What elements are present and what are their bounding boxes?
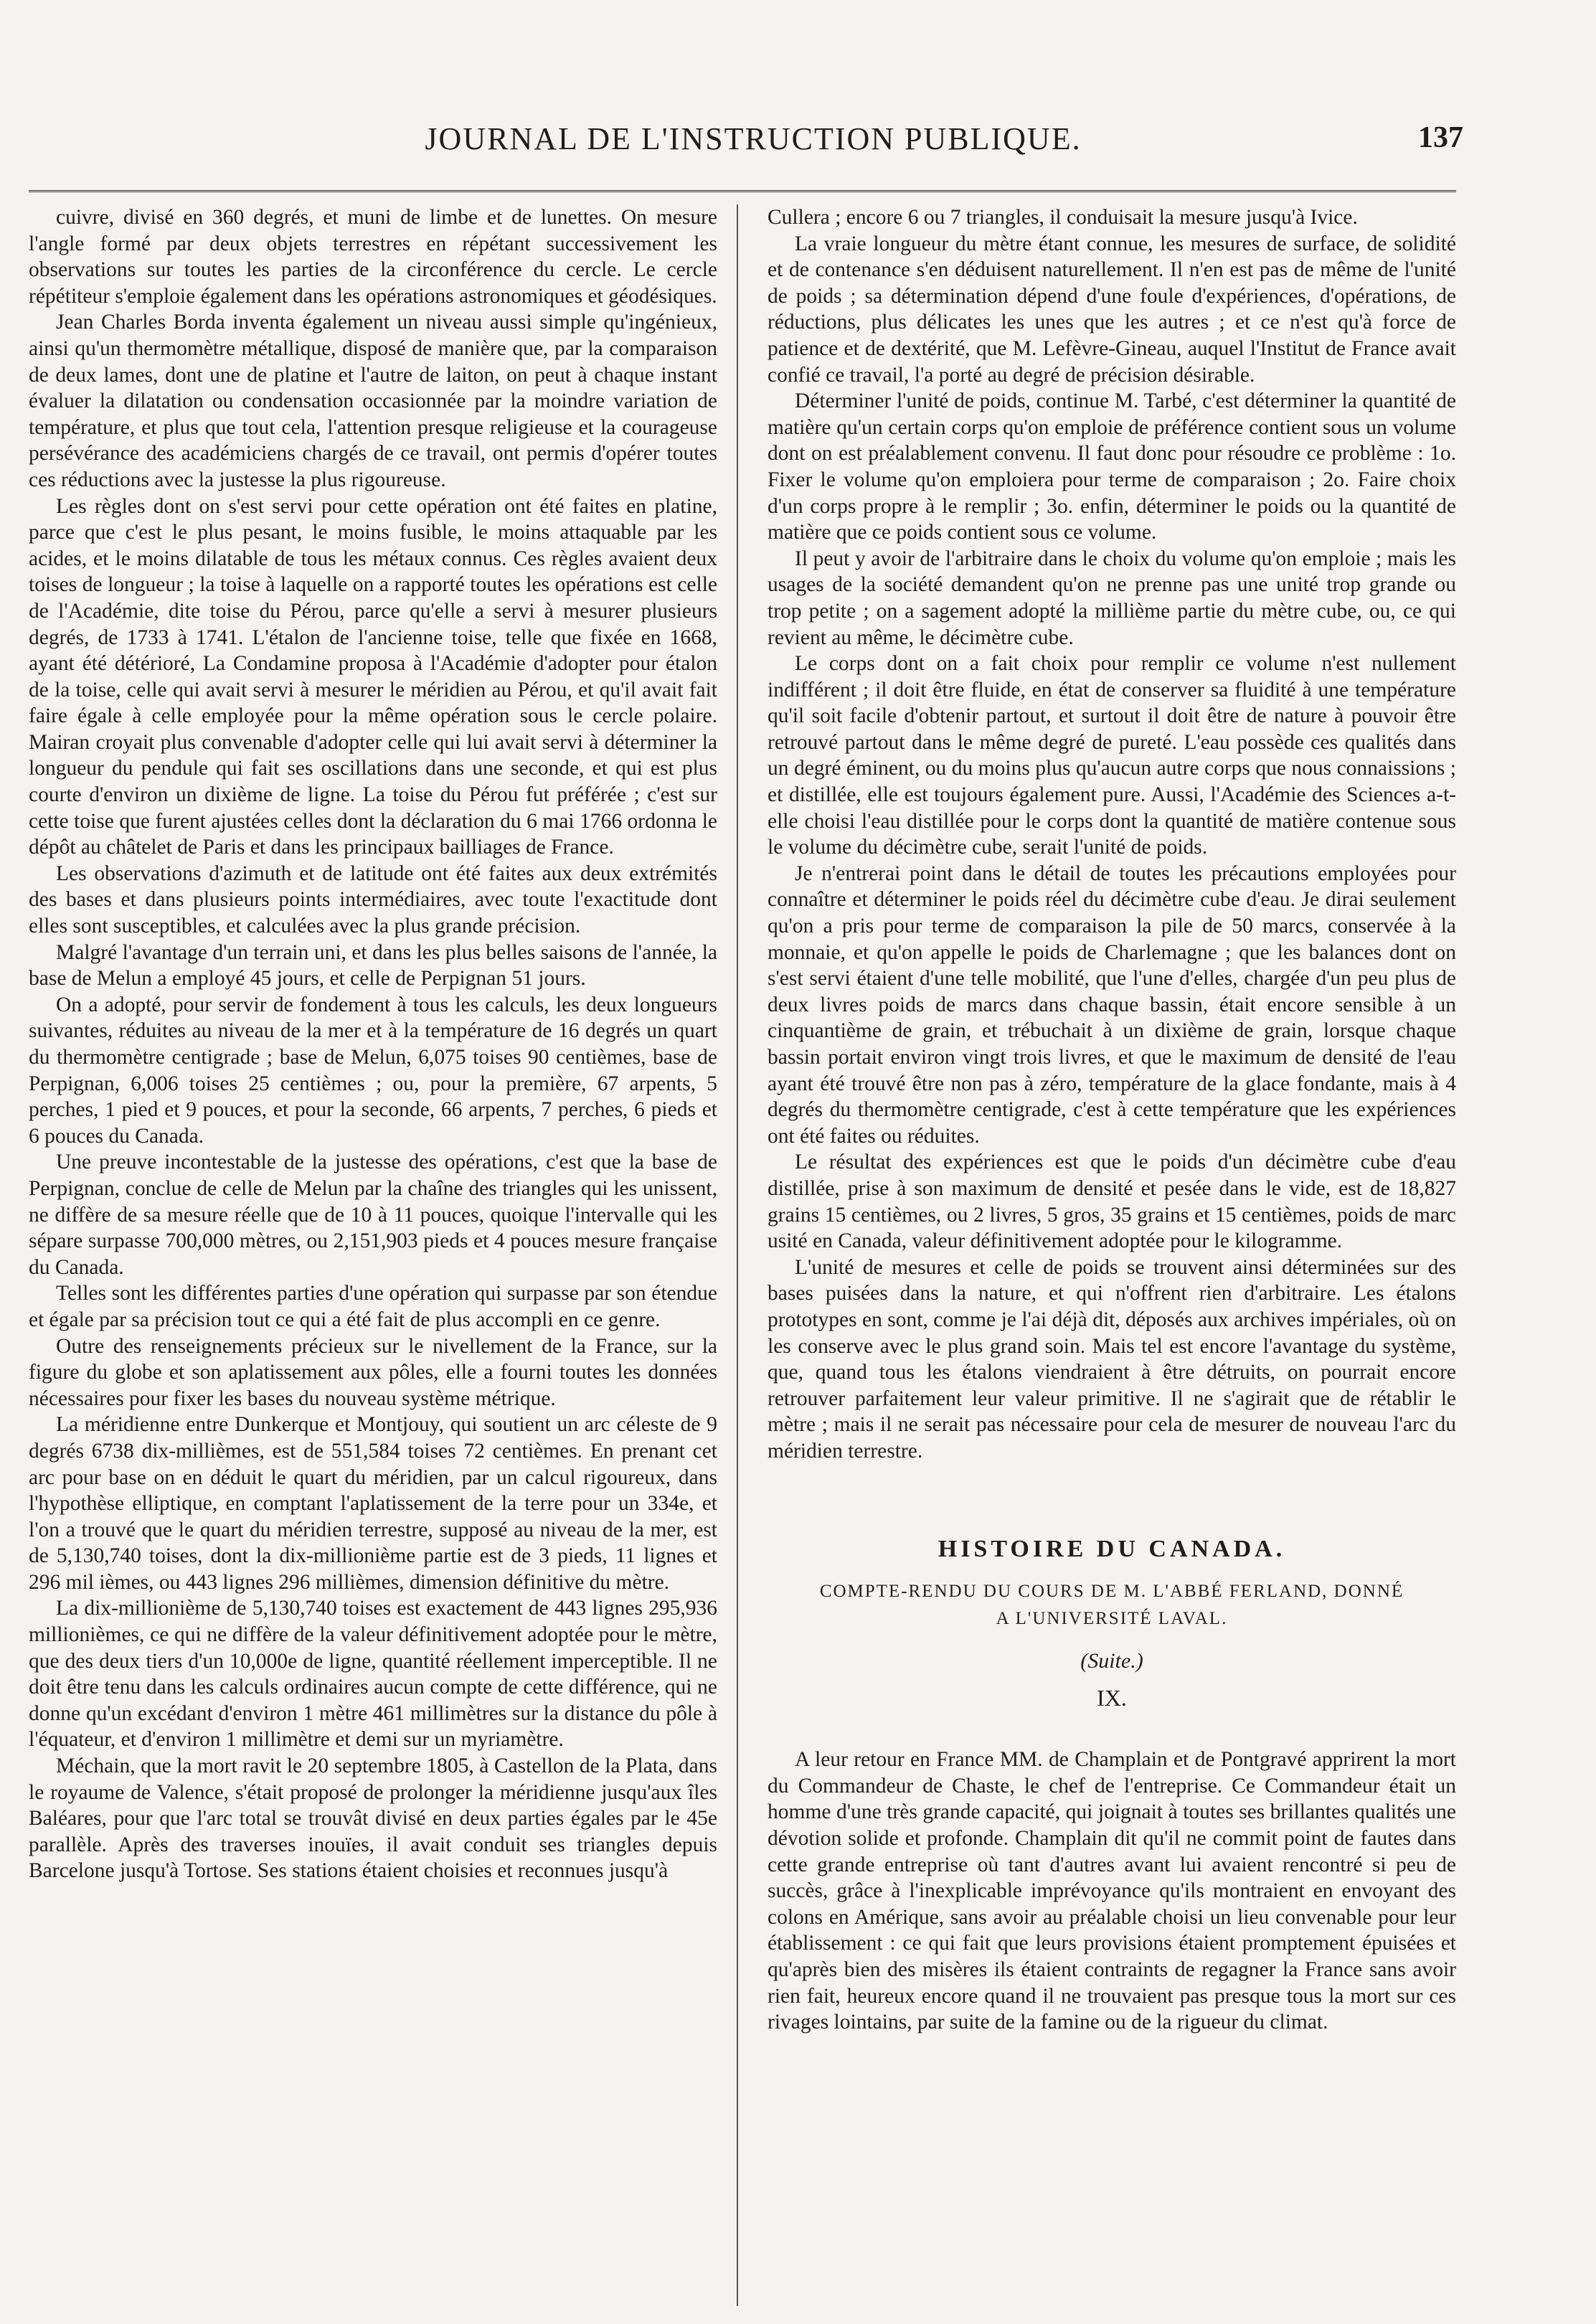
paragraph: La vraie longueur du mètre étant connue, les mesures de surface, de solidité et de contenance s'en déduisent naturellement. Il n'en est pas de même de l'unité de poids ; sa détermination dépend d'une foule d'expériences, d'opérations, de réductions, plus délicates les unes que les autres ; et ce n'est qu'à force de patience et de dextérité, que M. Lefèvre-Gineau, auquel l'Institut de France avait confié ce travail, l'a porté au degré de précision désirable. xyxy=(768,232,1456,387)
section-note: (Suite.) xyxy=(1080,1649,1143,1673)
page-header xyxy=(43,115,1463,172)
section-subtitle xyxy=(768,1578,1456,1633)
paragraph: Déterminer l'unité de poids, continue M. Tarbé, c'est déterminer la quantité de matière qu'un certain corps qu'on emploie de préférence contient sous un volume dont on est préalablement convenu. Il faut donc pour résoudre ce problème : 1o. Fixer le volume qu'on emploiera pour terme de comparaison ; 2o. Faire choix d'un corps propre à le remplir ; 3o. enfin, déterminer le poids ou la quantité de matière que ce poids contient sous ce volume. xyxy=(768,389,1456,544)
section-subtitle-line: A L'UNIVERSITÉ LAVAL. xyxy=(996,1609,1228,1629)
paragraph: A leur retour en France MM. de Champlain et de Pontgravé apprirent la mort du Commandeur de Chaste, le chef de l'entreprise. Ce Commandeur était un homme d'une très grande capacité, qui joignait à toutes ses brillantes qualités une dévotion solide et profonde. Champlain dit qu'il ne commit point de fautes dans cette grande entreprise où tant d'autres avant lui avaient rencontré si peu de succès, grâce à l'inexplicable imprévoyance qu'ils montraient en envoyant des colons en Amérique, sans avoir au préalable choisi un lieu convenable pour leur établissement : ce qui fait que leurs provisions étaient promptement épuisées et qu'après bien des misères ils étaient contraints de regagner la France sans avoir rien fait, heureux encore quand il ne trouvaient pas presque tous la mort sur ces rivages lointains, par suite de la famine ou de la rigueur du climat. xyxy=(768,1748,1456,2034)
paragraph: Malgré l'avantage d'un terrain uni, et dans les plus belles saisons de l'année, la base de Melun a employé 45 jours, et celle de Perpignan 51 jours. xyxy=(29,940,717,991)
right-column xyxy=(768,204,1456,2036)
paragraph: Outre des renseignements précieux sur le nivellement de la France, sur la figure du globe et son aplatissement aux pôles, elle a fourni toutes les données nécessaires pour fixer les bases du nouveau système métrique. xyxy=(29,1334,717,1410)
left-column xyxy=(29,204,717,1884)
section-title: HISTOIRE DU CANADA. xyxy=(938,1535,1286,1562)
running-title: JOURNAL DE L'INSTRUCTION PUBLIQUE. xyxy=(425,121,1082,156)
paragraph: L'unité de mesures et celle de poids se trouvent ainsi déterminées sur des bases puisées dans la nature, et qui n'offrent rien d'arbitraire. Les étalons prototypes en sont, comme je l'ai déjà dit, déposés aux archives impériales, où on les conserve avec le plus grand soin. Mais tel est encore l'avantage du système, que, quand tous les étalons viendraient à être détruits, on pourrait encore retrouver parfaitement leur valeur primitive. Il ne s'agirait que de rétablir le mètre ; mais il ne serait pas nécessaire pour cela de mesurer de nouveau l'arc du méridien terrestre. xyxy=(768,1255,1456,1463)
column-divider xyxy=(737,204,738,2306)
paragraph: La dix-millionième de 5,130,740 toises est exactement de 443 lignes 295,936 millionièmes, ce qui ne diffère de la valeur définitivement adoptée pour le mètre, que des deux tiers d'un 10,000e de ligne, quantité réellement imperceptible. Il ne doit être tenu dans les calculs ordinaires aucun compte de cette différence, qui ne donne qu'un excédant d'environ 1 mètre 461 millimètres sur la distance du pôle à l'équateur, et d'environ 1 millimètre et demi sur un myriamètre. xyxy=(29,1597,717,1752)
paragraph: Méchain, que la mort ravit le 20 septembre 1805, à Castellon de la Plata, dans le royaume de Valence, s'était proposé de prolonger la méridienne jusqu'aux îles Baléares, pour que l'arc total se trouvât divisé en deux parties égales par le 45e parallèle. Après des traverses inouïes, il avait conduit ses triangles depuis Barcelone jusqu'à Tortose. Ses stations étaient choisies et reconnues jusqu'à xyxy=(29,1754,717,1883)
paragraph: Jean Charles Borda inventa également un niveau aussi simple qu'ingénieux, ainsi qu'un thermomètre métallique, disposé de manière que, par la comparaison de deux lames, dont une de platine et l'autre de laiton, on peut à chaque instant évaluer la dilatation ou condensation occasionnée par la moindre variation de température, et plus que tout cela, l'attention presque religieuse et la courageuse persévérance des académiciens chargés de ce travail, ont permis d'opérer toutes ces réductions avec la justesse la plus rigoureuse. xyxy=(29,311,717,491)
paragraph: Une preuve incontestable de la justesse des opérations, c'est que la base de Perpignan, conclue de celle de Melun par la chaîne des triangles qui les unissent, ne diffère de sa mesure réelle que de 10 à 11 pouces, quoique l'intervalle qui les sépare surpasse 700,000 mètres, ou 2,151,903 pieds et 4 pouces mesure française du Canada. xyxy=(29,1151,717,1279)
section-histoire-du-canada xyxy=(768,1536,1456,2036)
paragraph: Il peut y avoir de l'arbitraire dans le choix du volume qu'on emploie ; mais les usages de la société demandent qu'on ne prenne pas une unité trop grande ou trop petite ; on a sagement adopté la millième partie du mètre cube, ou, ce qui revient au même, le décimètre cube. xyxy=(768,547,1456,649)
paragraph: Cullera ; encore 6 ou 7 triangles, il conduisait la mesure jusqu'à Ivice. xyxy=(768,206,1358,229)
paragraph: cuivre, divisé en 360 degrés, et muni de limbe et de lunettes. On mesure l'angle formé par deux objets terrestres en répétant successivement les observations sur toutes les parties de la circonférence du cercle. Le cercle répétiteur s'emploie également dans les opérations astronomiques et géodésiques. xyxy=(29,206,717,308)
section-subtitle-line: COMPTE-RENDU DU COURS DE M. L'ABBÉ FERLAND, DONNÉ xyxy=(819,1582,1404,1602)
chapter-number: IX. xyxy=(1097,1684,1127,1711)
paragraph: Le résultat des expériences est que le poids d'un décimètre cube d'eau distillée, prise à son maximum de densité et pesée dans le vide, est de 18,827 grains 15 centièmes, ou 2 livres, 5 gros, 35 grains et 15 centièmes, poids de marc usité en Canada, valeur définitivement adoptée pour le kilogramme. xyxy=(768,1151,1456,1253)
paragraph: La méridienne entre Dunkerque et Montjouy, qui soutient un arc céleste de 9 degrés 6738 dix-millièmes, est de 551,584 toises 72 centièmes. En prenant cet arc pour base on en déduit le quart du méridien, par un calcul rigoureux, dans l'hypothèse elliptique, en comptant l'aplatissement de la terre pour un 334e, et l'on a trouvé que le quart du méridien terrestre, supposé au niveau de la mer, est de 5,130,740 toises, dont la dix-millionième partie est de 3 pieds, 11 lignes et 296 mil ièmes, ou 443 lignes 296 millièmes, dimension définitive du mètre. xyxy=(29,1413,717,1594)
paragraph: On a adopté, pour servir de fondement à tous les calculs, les deux longueurs suivantes, réduites au niveau de la mer et à la température de 16 degrés un quart du thermomètre centigrade ; base de Melun, 6,075 toises 90 centièmes, base de Perpignan, 6,006 toises 25 centièmes ; ou, pour la première, 67 arpents, 5 perches, 1 pied et 9 pouces, et pour la seconde, 66 arpents, 7 perches, 6 pieds et 6 pouces du Canada. xyxy=(29,993,717,1148)
paragraph: Je n'entrerai point dans le détail de toutes les précautions employées pour connaître et déterminer le poids réel du décimètre cube d'eau. Je dirai seulement qu'on a pris pour terme de comparaison la pile de 50 marcs, conservée à la monnaie, et qu'on appelle le poids de Charlemagne ; que les balances dont on s'est servi étaient d'une telle mobilité, que l'une d'elles, chargée d'un peu plus de deux livres poids de marcs dans chaque bassin, était encore sensible à un cinquantième de grain, et trébuchait à un dixième de grain, lorsque chaque bassin portait environ vingt trois livres, et que le maximum de densité de l'eau ayant été trouvé être non pas à zéro, température de la glace fondante, mais à 4 degrés du thermomètre centigrade, c'est à cette température que les expériences ont été faites ou réduites. xyxy=(768,861,1456,1148)
paragraph: Le corps dont on a fait choix pour remplir ce volume n'est nullement indifférent ; il doit être fluide, en état de conserver sa fluidité à une température qu'il soit facile d'obtenir partout, et surtout il doit être de nature à pouvoir être retrouvé partout dans le même degré de pureté. L'eau possède ces qualités dans un degré éminent, ou du moins plus qu'aucun autre corps que nous connaissions ; et distillée, elle est toujours également pure. Aussi, l'Académie des Sciences a-t-elle choisi l'eau distillée pour le corps dont la quantité de matière contenue sous le volume du décimètre cube, serait l'unité de poids. xyxy=(768,652,1456,859)
paragraph: Telles sont les différentes parties d'une opération qui surpasse par son étendue et égale par sa précision tout ce qui a été fait de plus accompli en ce genre. xyxy=(29,1282,717,1331)
header-rule xyxy=(29,190,1456,192)
page-number: 137 xyxy=(1418,121,1463,154)
paragraph: Les observations d'azimuth et de latitude ont été faites aux deux extrémités des bases et dans plusieurs points intermédiaires, avec toute l'exactitude dont elles sont susceptibles, et calculées avec la plus grande précision. xyxy=(29,861,717,938)
paragraph: Les règles dont on s'est servi pour cette opération ont été faites en platine, parce que c'est le plus pesant, le moins fusible, le moins attaquable par les acides, et le moins dilatable de tous les métaux connus. Ces règles avaient deux toises de longueur ; la toise à laquelle on a rapporté toutes les opérations est celle de l'Académie, dite toise du Pérou, parce qu'elle a servi à mesurer plusieurs degrés, de 1733 à 1741. L'étalon de l'ancienne toise, telle que fixée en 1668, ayant été détérioré, La Condamine proposa à l'Académie d'adopter pour étalon de la toise, celle qui avait servi à mesurer le méridien au Pérou, et qu'il avait fait faire égale à celle employée pour la même opération sous le cercle polaire. Mairan croyait plus convenable d'adopter celle qui lui avait servi à déterminer la longueur du pendule qui fait ses oscillations dans une seconde, et qui est plus courte d'environ un dixième de ligne. La toise du Pérou fut préférée ; c'est sur cette toise que furent ajustées celles dont la déclaration du 6 mai 1766 ordonna le dépôt au châtelet de Paris et dans les principaux bailliages de France. xyxy=(29,494,717,859)
